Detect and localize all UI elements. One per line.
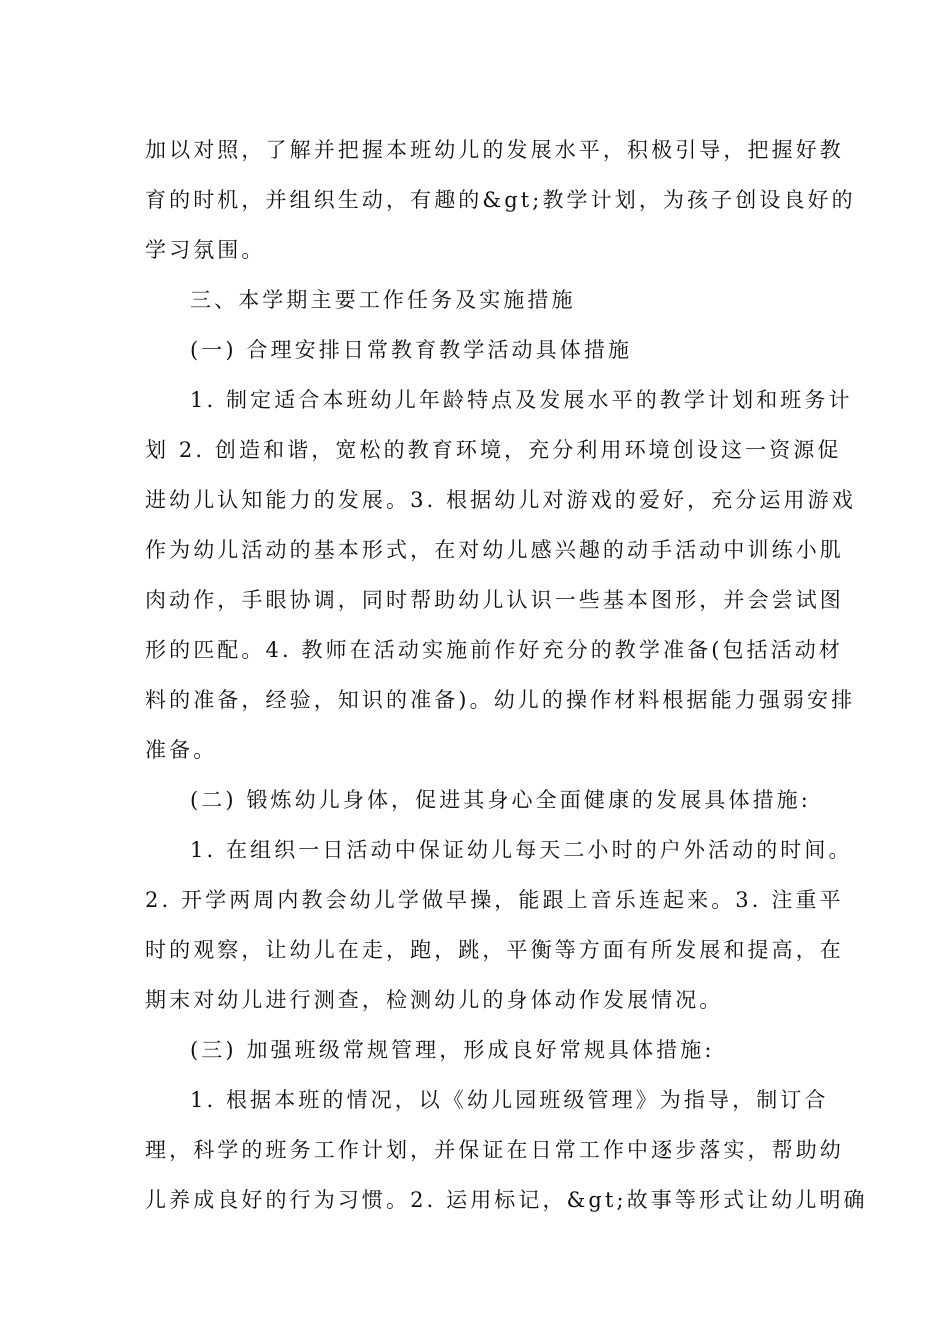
body-text-line: 育的时机，并组织生动，有趣的&gt;教学计划，为孩子创设良好的 (145, 188, 856, 212)
body-text-line: 加以对照，了解并把握本班幼儿的发展水平，积极引导，把握好教 (145, 138, 844, 162)
body-text-line: 准备。 (145, 738, 218, 762)
body-text-line: 1. 制定适合本班幼儿年龄特点及发展水平的教学计划和班务计 (190, 388, 853, 412)
body-text-line: 划 2. 创造和谐，宽松的教育环境，充分利用环境创设这一资源促 (145, 438, 842, 462)
body-text-line: 时的观察，让幼儿在走，跑，跳，平衡等方面有所发展和提高，在 (145, 938, 844, 962)
body-text-line: 进幼儿认知能力的发展。3. 根据幼儿对游戏的爱好，充分运用游戏 (145, 488, 856, 512)
body-text-line: 形的匹配。4. 教师在活动实施前作好充分的教学准备(包括活动材 (145, 638, 844, 662)
body-text-line: 1. 在组织一日活动中保证幼儿每天二小时的户外活动的时间。 (190, 838, 853, 862)
body-text-line: 期末对幼儿进行测查，检测幼儿的身体动作发展情况。 (145, 988, 724, 1012)
subsection-heading: (三) 加强班级常规管理，形成良好常规具体措施: (190, 1038, 715, 1062)
body-text-line: 1. 根据本班的情况，以《幼儿园班级管理》为指导，制订合 (190, 1088, 829, 1112)
body-text-line: 儿养成良好的行为习惯。2. 运用标记，&gt;故事等形式让幼儿明确 (145, 1188, 868, 1212)
subsection-heading: (二) 锻炼幼儿身体，促进其身心全面健康的发展具体措施: (190, 788, 811, 812)
section-heading: 三、本学期主要工作任务及实施措施 (190, 288, 576, 312)
subsection-heading: (一) 合理安排日常教育教学活动具体措施 (190, 338, 633, 362)
body-text-line: 理，科学的班务工作计划，并保证在日常工作中逐步落实，帮助幼 (145, 1138, 844, 1162)
body-text-line: 料的准备，经验，知识的准备)。幼儿的操作材料根据能力强弱安排 (145, 688, 856, 712)
body-text-line: 作为幼儿活动的基本形式，在对幼儿感兴趣的动手活动中训练小肌 (145, 538, 844, 562)
body-text-line: 2. 开学两周内教会幼儿学做早操，能跟上音乐连起来。3. 注重平 (145, 888, 844, 912)
body-text-line: 学习氛围。 (145, 238, 266, 262)
body-text-line: 肉动作，手眼协调，同时帮助幼儿认识一些基本图形，并会尝试图 (145, 588, 844, 612)
